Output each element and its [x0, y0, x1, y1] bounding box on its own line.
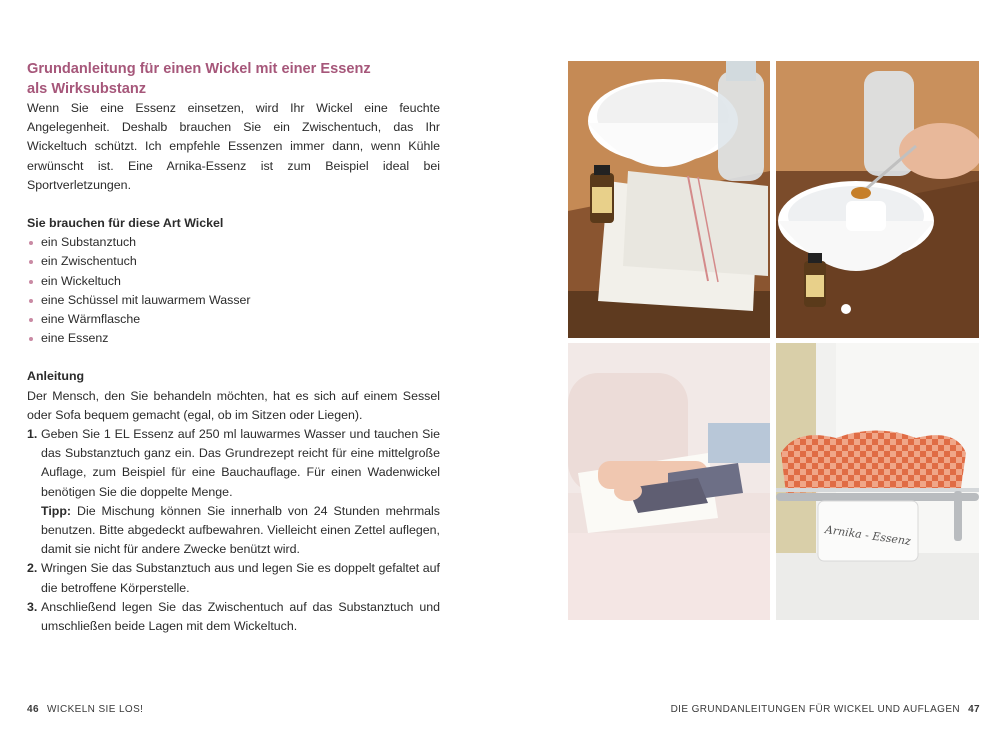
footer-right	[671, 704, 980, 715]
list-item: eine Schüssel mit lauwarmem Wasser	[27, 291, 440, 310]
step-text: Wringen Sie das Substanztuch aus und legen Sie es doppelt gefaltet auf die betroffene Körperstelle.	[41, 561, 440, 595]
page-number-left: 46	[27, 704, 39, 715]
steps-list	[27, 425, 440, 636]
heading-line-2: als Wirksubstanz	[27, 80, 147, 97]
tip-text: Die Mischung können Sie innerhalb von 24 Stunden mehrmals benutzen. Bitte abgedeckt aufbewahren. Vielleicht einen Zettel auflegen, damit sie nicht für andere Zwecke benützt wird.	[41, 503, 440, 557]
step-text: Geben Sie 1 EL Essenz auf 250 ml lauwarmes Wasser und tauchen Sie das Substanztuch ganz ein. Das Grundrezept reicht für eine mittelgroße Auflage, zum Beispiel für eine Bauchauflage. Für einen Wadenwickel benötigen Sie die doppelte Menge.	[41, 427, 440, 499]
list-item: eine Essenz	[27, 329, 440, 348]
step-number: 3.	[27, 599, 38, 614]
heading-line-1: Grundanleitung für einen Wickel mit einer Essenz	[27, 61, 371, 77]
list-item: ein Wickeltuch	[27, 272, 440, 291]
needs-list	[27, 233, 440, 348]
step-item	[27, 559, 440, 597]
step-item	[27, 598, 440, 636]
page-number-right: 47	[968, 704, 980, 715]
instructions-heading: Anleitung	[27, 369, 85, 384]
jar-label-text: Arnika - Essenz	[824, 523, 912, 548]
step-number: 1.	[27, 427, 38, 442]
left-page-text	[27, 60, 440, 636]
photo-bowl-and-towels	[568, 61, 770, 338]
running-title-left: WICKELN SIE LOS!	[46, 704, 144, 715]
list-item: ein Substanztuch	[27, 233, 440, 252]
step-number: 2.	[27, 561, 38, 576]
running-title-right: DIE GRUNDANLEITUNGEN FÜR WICKEL UND AUFLAGEN	[670, 704, 961, 715]
step-text: Anschließend legen Sie das Zwischentuch auf das Substanztuch und umschließen beide Lagen mit dem Wickeltuch.	[41, 599, 440, 634]
step-item	[27, 425, 440, 559]
list-item: eine Wärmflasche	[27, 310, 440, 329]
instructions-intro: Der Mensch, den Sie behandeln möchten, hat es sich auf einem Sessel oder Sofa bequem gemacht (egal, ob im Sitzen oder Liegen).	[27, 388, 440, 422]
photo-spoon-essence	[776, 61, 979, 338]
list-item: ein Zwischentuch	[27, 252, 440, 271]
intro-paragraph: Wenn Sie eine Essenz einsetzen, wird Ihr Wickel eine feuchte Angelegenheit. Deshalb brauchen Sie ein Zwischentuch, das Ihr Wickeltuch schützt. Ich empfehle Essenzen immer dann, wenn Kühle erwünscht ist. Eine Arnika-Essenz ist zum Beispiel ideal bei Sportverletzungen.	[27, 101, 440, 192]
tip-label: Tipp:	[41, 503, 72, 518]
needs-heading: Sie brauchen für diese Art Wickel	[27, 216, 224, 231]
photo-leg-wrap	[568, 343, 770, 620]
footer-left	[27, 704, 143, 715]
photo-essence-jar	[776, 343, 979, 620]
section-heading	[27, 60, 440, 99]
